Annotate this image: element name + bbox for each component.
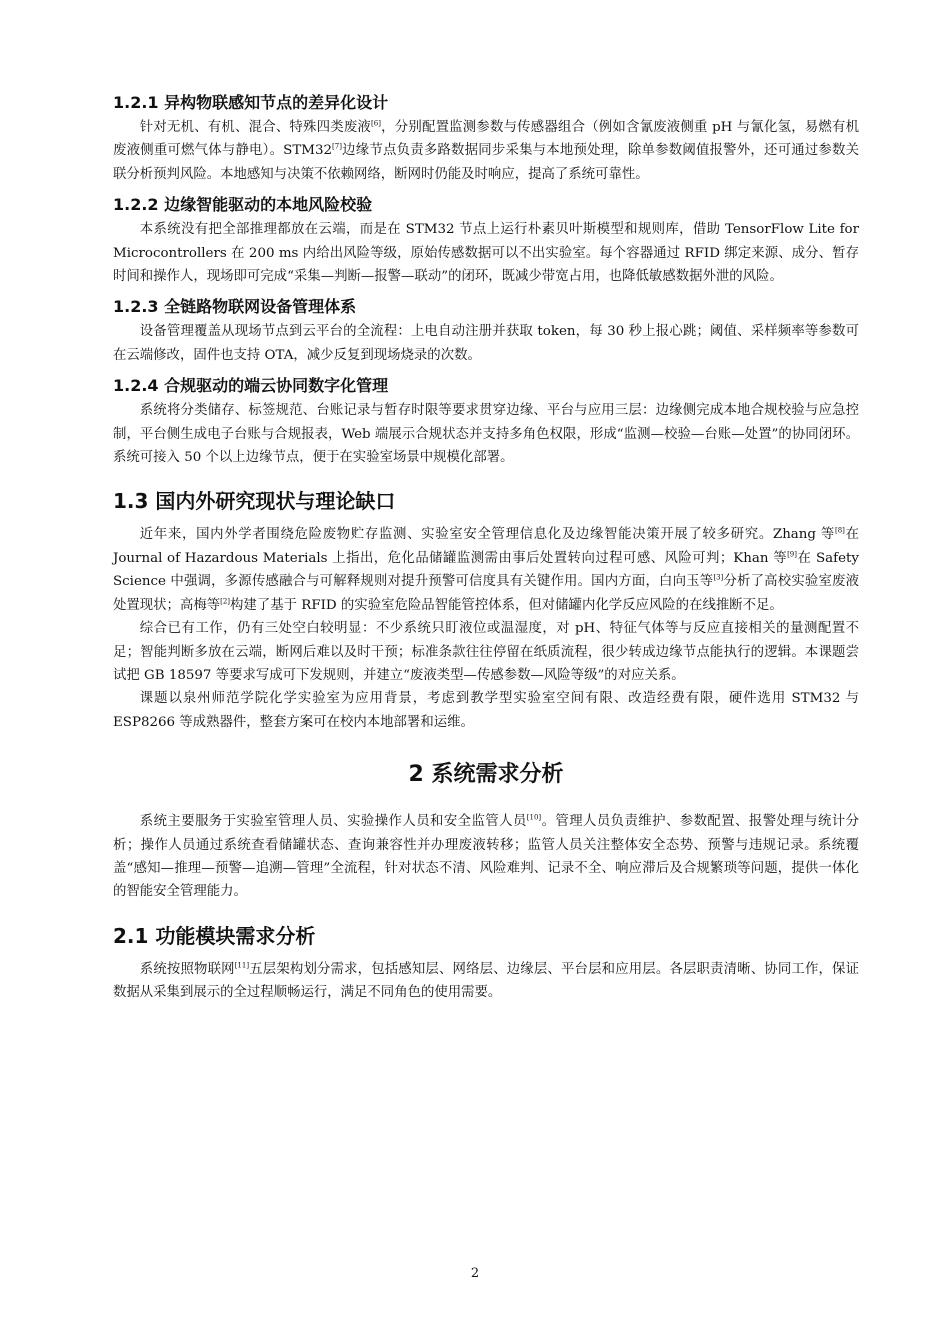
spacer [113,186,859,194]
text-run: 。管理人员负责维护、参数配置、报警处理与统计分析；操作人员通过系统查看储罐状态、查询兼容性并办理废液转移；监管人员关注整体安全态势、预警与违规记录。系统覆盖“感知—推理—预警—追溯—管理”全流程，针对状态不清、风险难判、记录不全、响应滞后及合规繁琐等问题，提供一体化的智能安全管理能力。 [113,814,860,900]
citation-ref: [8] [835,527,845,535]
spacer [113,469,859,487]
citation-ref: [9] [787,550,797,559]
text-run: 在 Safety Science 中强调，多源传感融合与可解释规则对提升预警可信度具有关键作用。国内方面，白向玉等 [113,550,859,590]
heading-1-2-2: 1.2.2 边缘智能驱动的本地风险校验 [113,195,373,215]
paragraph-1-2-1 [113,116,859,186]
citation-ref: [6] [371,119,381,128]
text-run: 在 Journal of Hazardous Materials 上指出，危化品储罐监测需由事后处置转向过程可感、风险可判；Khan 等 [113,527,859,566]
text-run: 系统按照物联网 [139,961,235,977]
spacer [113,904,859,922]
text-run: 构建了基于 RFID 的实验室危险品智能管控体系，但对储罐内化学反应风险的在线推断不足。 [230,597,783,613]
heading-2-1: 2.1 功能模块需求分析 [113,923,316,948]
spacer [113,734,859,760]
heading-1-2-3: 1.2.3 全链路物联网设备管理体系 [113,297,357,317]
heading-2: 2 系统需求分析 [408,762,564,788]
paragraph-2 [113,810,859,904]
text-run: ，分别配置监测参数与传感器组合（例如含氰废液侧重 pH 与氰化氢，易燃有机废液侧重可燃气体与静电）。STM32 [113,120,859,159]
text-run: 边缘节点负责多路数据同步采集与本地预处理，除单参数阈值报警外，还可通过参数关联分析预判风险。本地感知与决策不依赖网络，断网时仍能及时响应，提高了系统可靠性。 [113,143,860,182]
page-content [113,92,859,1005]
spacer [113,288,859,296]
page-number: 2 [470,1266,480,1281]
citation-ref: [3] [713,573,724,582]
paragraph-1-2-2: 本系统没有把全部推理都放在云端，而是在 STM32 节点上运行朴素贝叶斯模型和规则库，借助 TensorFlow Lite for Microcontrollers 在 200 ms 内给出风险等级，原始传感数据可以不出实验室。每个容器通过 RFID 绑定来源、成分、暂存时间和操作人，现场即可完成“采集—判断—报警—联动”的闭环，既减少带宽占用，也降低敏感数据外泄的风险。 [113,222,859,285]
paragraph-1-2-4: 系统将分类储存、标签规范、台账记录与暂存时限等要求贯穿边缘、平台与应用三层：边缘侧完成本地合规校验与应急控制，平台侧生成电子台账与合规报表，Web 端展示合规状态并支持多角色权限，形成“监测—校验—台账—处置”的协同闭环。系统可接入 50 个以上边缘节点，便于在实验室场景中规模化部署。 [113,403,859,466]
paragraph-1-3-a [113,523,859,617]
spacer [113,367,859,375]
heading-1-2-4: 1.2.4 合规驱动的端云协同数字化管理 [113,376,389,396]
text-run: 针对无机、有机、混合、特殊四类废液 [139,120,372,135]
text-run: 系统主要服务于实验室管理人员、实验操作人员和安全监管人员 [139,814,527,830]
heading-1-3: 1.3 国内外研究现状与理论缺口 [113,489,396,514]
text-run: 近年来，国内外学者围绕危险废物贮存监测、实验室安全管理信息化及边缘智能决策开展了较多研究。Zhang 等 [139,527,835,543]
text-run: 分析了高校实验室废液处置现状；高梅等 [113,574,860,613]
citation-ref: [10] [526,813,542,822]
text-run: 五层架构划分需求，包括感知层、网络层、边缘层、平台层和应用层。各层职责清晰、协同工作，保证数据从采集到展示的全过程顺畅运行，满足不同角色的使用需要。 [113,961,860,1001]
paragraph-1-2-3: 设备管理覆盖从现场节点到云平台的全流程：上电自动注册并获取 token，每 30 秒上报心跳；阈值、采样频率等参数可在云端修改，固件也支持 OTA，减少反复到现场烧录的次数。 [113,324,859,363]
citation-ref: [7] [332,142,342,151]
paragraph-2-1 [113,958,859,1005]
citation-ref: [11] [234,961,250,970]
citation-ref: [2] [220,597,231,606]
heading-1-2-1: 1.2.1 异构物联感知节点的差异化设计 [113,93,389,112]
paragraph-1-3-b: 综合已有工作，仍有三处空白较明显：不少系统只盯液位或温湿度，对 pH、特征气体等与反应直接相关的量测配置不足；智能判断多放在云端，断网后难以及时干预；标准条款往往停留在纸质流程，很少转成边缘节点能执行的逻辑。本课题尝试把 GB 18597 等要求写成可下发规则，并建立“废液类型—传感参数—风险等级”的对应关系。 [113,621,859,683]
paragraph-1-3-c: 课题以泉州师范学院化学实验室为应用背景，考虑到教学型实验室空间有限、改造经费有限，硬件选用 STM32 与 ESP8266 等成熟器件，整套方案可在校内本地部署和运维。 [113,691,859,730]
